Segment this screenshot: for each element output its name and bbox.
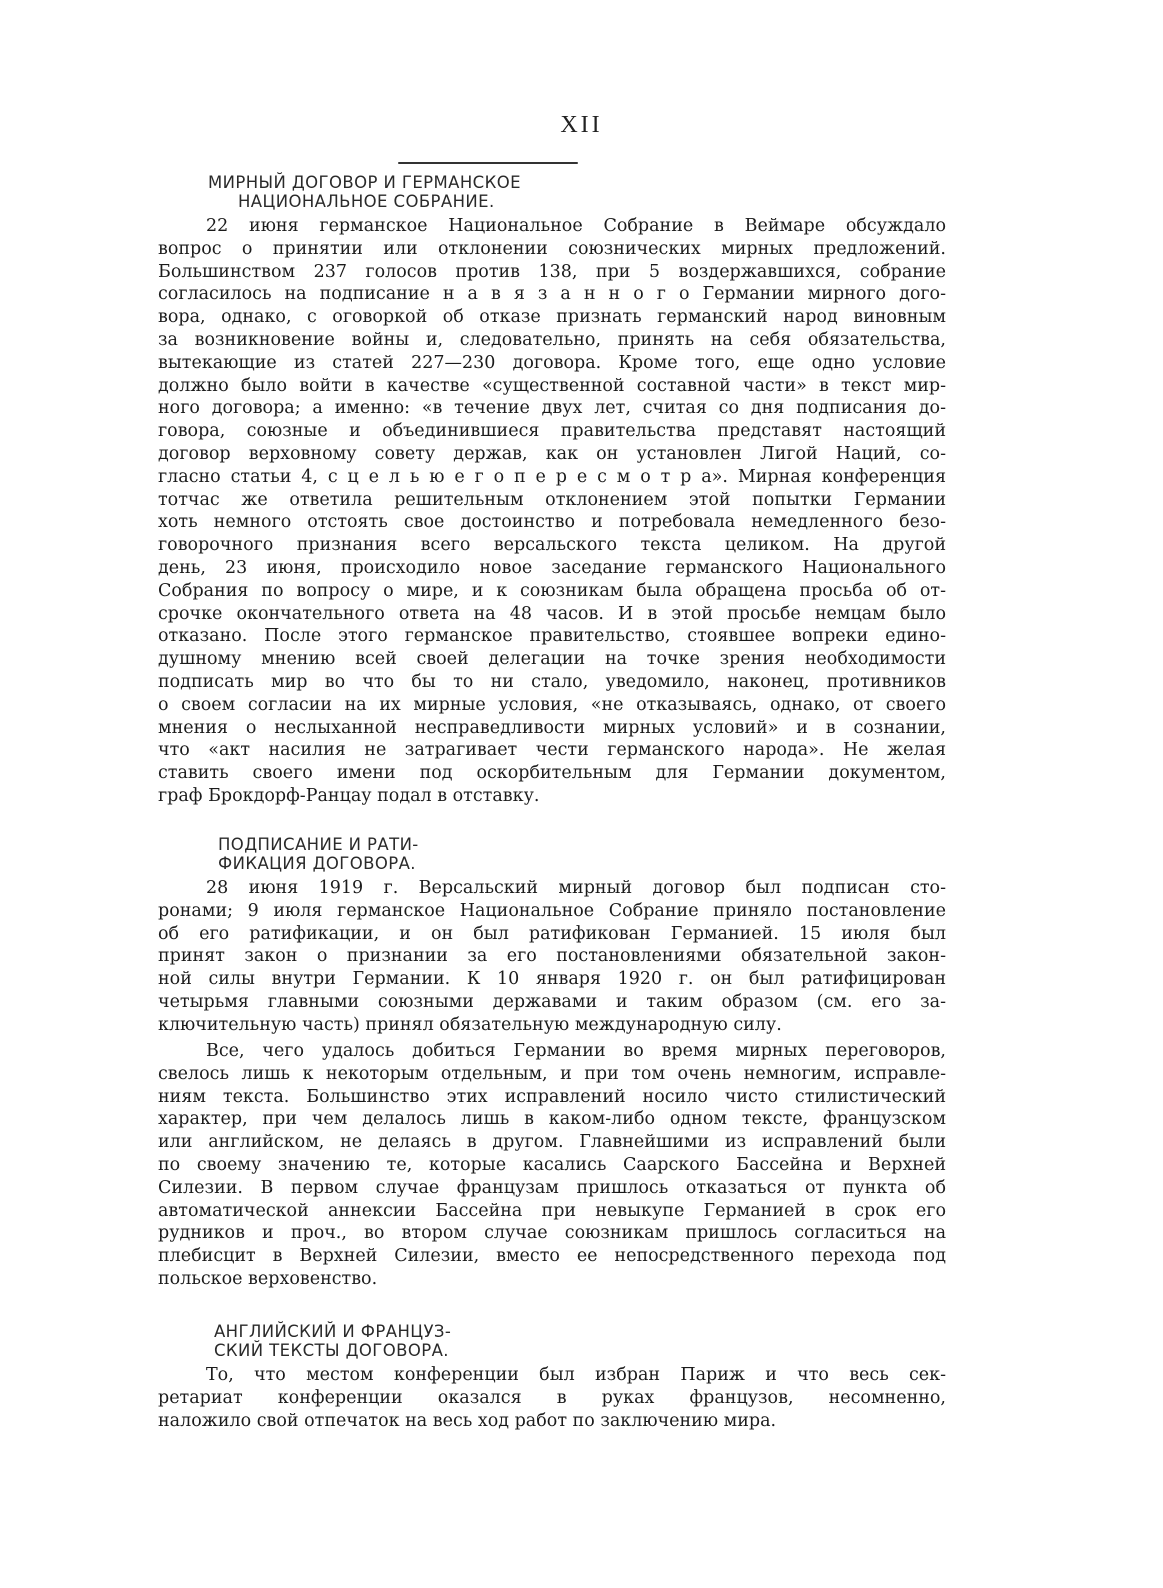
text-line: вытекающие из статей 227—230 договора. Кроме того, еще одно условие	[158, 352, 946, 373]
text-line: ретариат конференции оказался в руках французов, несомненно,	[158, 1387, 946, 1408]
text-line: отказано. После этого германское правительство, стоявшее вопреки едино-	[158, 626, 946, 647]
text-line: о своем согласии на их мирные условия, «не отказываясь, однако, от своего	[158, 694, 946, 715]
header-rule	[398, 162, 578, 164]
section-heading	[218, 835, 419, 873]
text-line: подписать мир во что бы то ни стало, уведомило, наконец, противников	[158, 671, 946, 692]
text-line: наложило свой отпечаток на весь ход работ по заключению мира.	[158, 1410, 777, 1431]
paragraph	[158, 877, 946, 1037]
text-line: душному мнению всей своей делегации на точке зрения необходимости	[158, 649, 946, 670]
text-line: вора, однако, с оговоркой об отказе признать германский народ виновным	[158, 307, 946, 328]
heading-line: СКИЙ ТЕКСТЫ ДОГОВОРА.	[214, 1341, 449, 1360]
text-line: ной силы внутри Германии. К 10 января 1920 г. он был ратифицирован	[158, 969, 946, 990]
text-line: ронами; 9 июля германское Национальное Собрание приняло постановление	[158, 900, 946, 921]
text-line: ключительную часть) принял обязательную международную силу.	[158, 1014, 782, 1035]
text-line: Все, чего удалось добиться Германии во время мирных переговоров,	[206, 1041, 946, 1061]
text-line: 28 июня 1919 г. Версальский мирный договор был подписан сто-	[206, 878, 946, 898]
text-line: ниям текста. Большинство этих исправлений носило чисто стилистический	[158, 1086, 946, 1107]
text-line: что «акт насилия не затрагивает чести германского народа». Не желая	[158, 740, 946, 761]
text-line: за возникновение войны и, следовательно, принять на себя обязательства,	[158, 329, 946, 350]
text-line: характер, при чем делалось лишь в каком-либо одном тексте, французском	[158, 1109, 946, 1130]
text-line: польское верховенство.	[158, 1268, 378, 1289]
text-line: гласно статьи 4, с ц е л ь ю е г о п е р е с м о т р а». Мирная конференция	[158, 466, 946, 487]
text-line: должно было войти в качестве «существенной составной части» в текст мир-	[158, 375, 946, 396]
text-line: мнения о неслыханной несправедливости мирных условий» и в сознании,	[158, 717, 946, 738]
text-line: по своему значению те, которые касались Саарского Бассейна и Верхней	[158, 1154, 946, 1175]
paragraph	[158, 1364, 946, 1432]
section-heading	[214, 1322, 451, 1360]
text-line: плебисцит в Верхней Силезии, вместо ее непосредственного перехода под	[158, 1246, 946, 1267]
section-heading	[208, 173, 521, 211]
heading-line: ПОДПИСАНИЕ И РАТИ-	[218, 835, 419, 854]
text-line: рудников и проч., во втором случае союзникам пришлось согласиться на	[158, 1223, 946, 1244]
text-line: Силезии. В первом случае французам пришлось отказаться от пункта об	[158, 1177, 946, 1198]
text-line: автоматической аннексии Бассейна при невыкупе Германией в срок его	[158, 1200, 946, 1221]
text-line: об его ратификации, и он был ратификован Германией. 15 июля был	[158, 923, 946, 944]
text-line: говора, союзные и объединившиеся правительства представят настоящий	[158, 421, 946, 442]
text-line: ного договора; а именно: «в течение двух лет, считая со дня подписания до-	[158, 398, 946, 419]
text-line: Большинством 237 голосов против 138, при 5 воздержавшихся, собрание	[158, 261, 946, 282]
text-line: свелось лишь к некоторым отдельным, и при том очень немногим, исправле-	[158, 1063, 946, 1084]
text-line: Собрания по вопросу о мире, и к союзникам была обращена просьба об от-	[158, 580, 946, 601]
text-line: ставить своего имени под оскорбительным для Германии документом,	[158, 763, 946, 784]
text-line: принят закон о признании за его постановлениями обязательной закон-	[158, 946, 946, 967]
text-line: договор верховному совету держав, как он установлен Лигой Наций, со-	[158, 443, 946, 464]
text-line: хоть немного отстоять свое достоинство и потребовала немедленного безо-	[158, 512, 946, 533]
paragraph	[158, 215, 946, 808]
text-line: согласилось на подписание н а в я з а н н о г о Германии мирного дого-	[158, 284, 946, 305]
text-line: четырьмя главными союзными державами и таким образом (см. его за-	[158, 991, 946, 1012]
text-line: вопрос о принятии или отклонении союзнических мирных предложений.	[158, 238, 946, 259]
text-line: граф Брокдорф-Ранцау подал в отставку.	[158, 785, 540, 806]
text-line: То, что местом конференции был избран Париж и что весь сек-	[206, 1365, 946, 1385]
heading-line: АНГЛИЙСКИЙ И ФРАНЦУЗ-	[214, 1322, 452, 1341]
text-line: говорочного признания всего версальского текста целиком. На другой	[158, 535, 946, 556]
heading-line: МИРНЫЙ ДОГОВОР И ГЕРМАНСКОЕ	[208, 173, 521, 192]
text-line: или английском, не делаясь в другом. Главнейшими из исправлений были	[158, 1132, 946, 1153]
text-line: тотчас же ответила решительным отклонением этой попытки Германии	[158, 489, 946, 510]
paragraph	[158, 1040, 946, 1291]
text-line: день, 23 июня, происходило новое заседание германского Национального	[158, 557, 946, 578]
page-number: XII	[560, 112, 603, 138]
heading-line: ФИКАЦИЯ ДОГОВОРА.	[218, 854, 416, 873]
text-line: 22 июня германское Национальное Собрание в Веймаре обсуждало	[206, 216, 946, 236]
heading-line: НАЦИОНАЛЬНОЕ СОБРАНИЕ.	[238, 192, 495, 211]
text-line: срочке окончательного ответа на 48 часов. И в этой просьбе немцам было	[158, 603, 946, 624]
